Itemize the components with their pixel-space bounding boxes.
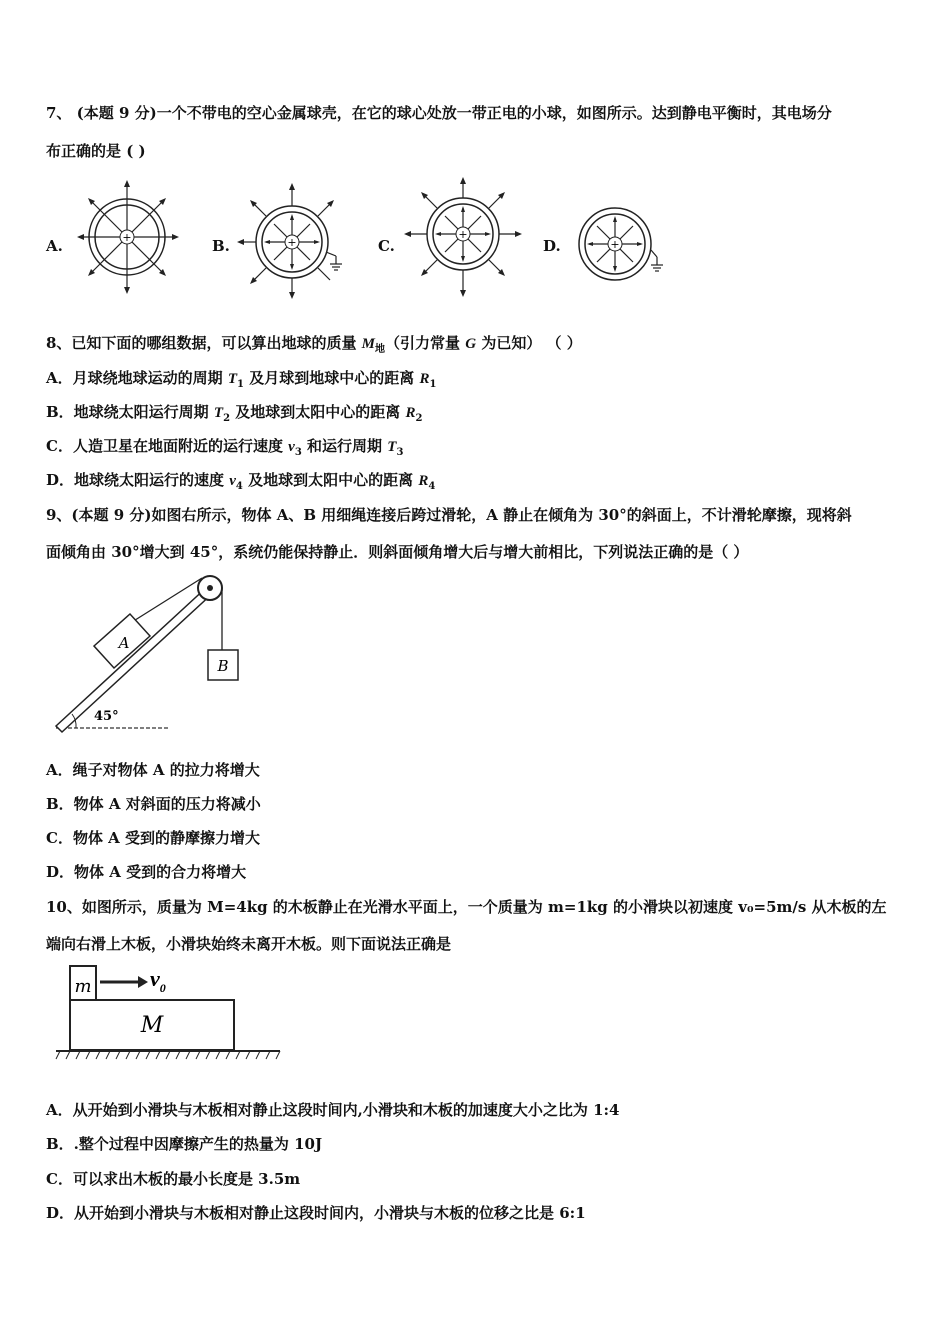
q7-stem-line2: 布正确的是 ( ) [46, 142, 146, 160]
q9-option-c[interactable]: C．物体 A 受到的静摩擦力增大 [46, 829, 261, 847]
q9-stem-line2: 面倾角由 30°增大到 45°，系统仍能保持静止．则斜面倾角增大后与增大前相比，下列说法正确的是（ ） [46, 543, 749, 561]
q10-option-c[interactable]: C．可以求出木板的最小长度是 3.5m [46, 1170, 301, 1188]
q10-small-block-label: m [74, 976, 92, 997]
q7-stem-line1: 7、 (本题 9 分)一个不带电的空心金属球壳，在它的球心处放一带正电的小球，如图所示。达到静电平衡时，其电场分 [46, 104, 832, 122]
q9-incline-figure [50, 568, 240, 738]
q8-option-d[interactable]: D．地球绕太阳运行的速度 $v_4$ 及地球到太阳中心的距离 $R_4$ [46, 471, 436, 492]
q7-figure-b [244, 182, 344, 297]
q10-stem-line2: 端向右滑上木板，小滑块始终未离开木板。则下面说法正确是 [46, 935, 452, 953]
q7-figure-c [415, 178, 515, 298]
q8-option-c[interactable]: C．人造卫星在地面附近的运行速度 $v_3$ 和运行周期 $T_3$ [46, 437, 404, 458]
q9-angle-label: 45° [94, 709, 119, 724]
q10-big-block-label: M [140, 1013, 164, 1038]
q10-option-d[interactable]: D．从开始到小滑块与木板相对静止这段时间内，小滑块与木板的位移之比是 6:1 [46, 1204, 586, 1222]
q7-option-a-label: A. [46, 237, 63, 255]
q7-figure-d [575, 205, 675, 285]
q9-block-a: A [118, 634, 130, 652]
q7-option-b-label: B. [212, 237, 230, 255]
q7-c-charge: + [458, 228, 468, 241]
q7-b-charge: + [287, 236, 297, 249]
q10-block-figure [52, 962, 287, 1062]
q9-option-a[interactable]: A．绳子对物体 A 的拉力将增大 [46, 761, 260, 779]
q7-a-charge: + [122, 231, 132, 244]
q8-option-b[interactable]: B．地球绕太阳运行周期 $T_2$ 及地球到太阳中心的距离 $R_2$ [46, 403, 423, 424]
q9-option-d[interactable]: D．物体 A 受到的合力将增大 [46, 863, 247, 881]
q10-stem-line1: 10、如图所示，质量为 M=4kg 的木板静止在光滑水平面上，一个质量为 m=1kg 的小滑块以初速度 v₀=5m/s 从木板的左 [46, 898, 887, 916]
q9-stem-line1: 9、(本题 9 分)如图右所示，物体 A、B 用细绳连接后跨过滑轮，A 静止在倾角为 30°的斜面上，不计滑轮摩擦，现将斜 [46, 506, 852, 524]
q10-option-b[interactable]: B．.整个过程中因摩擦产生的热量为 10J [46, 1135, 323, 1153]
q8-stem: 8、已知下面的哪组数据，可以算出地球的质量 $M_地$（引力常量 G 为已知） （ ） [46, 334, 582, 355]
q9-block-b: B [217, 657, 229, 675]
q10-option-a[interactable]: A．从开始到小滑块与木板相对静止这段时间内,小滑块和木板的加速度大小之比为 1:4 [46, 1101, 620, 1119]
q7-figure-a [80, 180, 180, 295]
q8-option-a[interactable]: A．月球绕地球运动的周期 $T_1$ 及月球到地球中心的距离 $R_1$ [46, 369, 437, 390]
q9-option-b[interactable]: B．物体 A 对斜面的压力将减小 [46, 795, 261, 813]
q10-velocity-label: $v_0$ [150, 966, 166, 995]
q7-d-charge: + [610, 238, 620, 251]
q7-option-d-label: D. [543, 237, 561, 255]
q7-option-c-label: C. [378, 237, 395, 255]
